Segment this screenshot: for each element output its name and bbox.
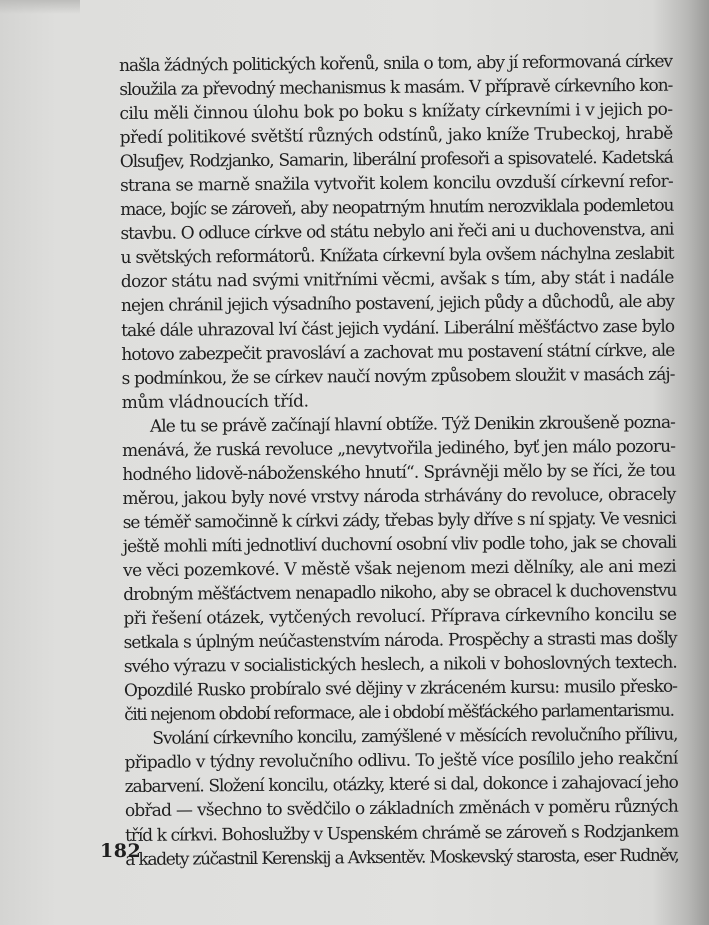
text-line: menává, že ruská revoluce „nevytvořila jediného, byť jen málo pozoru- [122, 436, 676, 461]
paragraph-start-line: Svolání církevního koncilu, zamýšlené v měsících revolučního přílivu, [152, 724, 678, 750]
text-line: hodného lidově-náboženského hnutí“. Správněji mělo by se říci, že tou [122, 460, 676, 485]
text-line: strana se marně snažila vytvořit kolem koncilu ovzduší církevní refor- [119, 171, 674, 197]
text-line: se téměř samočinně k církvi zády, třebas byly dříve s ní spjaty. Ve vesnici [122, 508, 676, 533]
text-line: Olsufjev, Rodzjanko, Samarin, liberální profesoři a spisovatelé. Kadetská [119, 147, 673, 173]
text-line: dozor státu nad svými vnitřními věcmi, avšak s tím, aby stát i nadále [120, 268, 674, 293]
text-line: cilu měli činnou úlohu bok po boku s knížaty církevními i v jejich po- [119, 99, 673, 125]
text-line: sloužila za převodný mechanismus k masám. V přípravě církevního kon- [119, 75, 673, 101]
text-line: a kadety zúčastnil Kerenskij a Avksentěv. Moskevský starosta, eser Rudněv, [125, 845, 679, 870]
text-line: Opozdilé Rusko probíralo své dějiny v zkráceném kursu: musilo přesko- [123, 676, 678, 702]
text-line: předí politikové světští různých odstínů, jako kníže Trubeckoj, hrabě [119, 123, 673, 149]
text-line: mace, bojíc se zároveň, aby neopatrným hnutím nerozviklala podemletou [120, 195, 674, 221]
text-line: tříd k církvi. Bohoslužby v Uspenském chrámě se zároveň s Rodzjankem [125, 821, 679, 846]
scan-shadow [0, 0, 80, 14]
text-line: zabarvení. Složení koncilu, otázky, které si dal, dokonce i zahajovací jeho [124, 773, 678, 798]
text-line: mům vládnoucích tříd. [121, 391, 309, 413]
text-line: čiti nejenom období reformace, ale i období měšťáckého parlamentarismu. [124, 700, 674, 726]
text-line: připadlo v týdny revolučního odlivu. To ještě více posílilo jeho reakční [124, 748, 678, 774]
text-line: ve věci pozemkové. V městě však nejenom mezi dělníky, ale ani mezi [122, 556, 677, 581]
text-line: setkala s úplným neúčastenstvím národa. Prospěchy a strasti mas došly [123, 628, 677, 654]
text-line: drobným měšťáctvem nenapadlo nikoho, aby se obracel k duchovenstvu [123, 580, 677, 606]
text-line: ještě mohli míti jednotliví duchovní osobní vliv podle toho, jak se chovali [122, 532, 676, 557]
body-text [119, 50, 678, 872]
text-line: svého výrazu v socialistických heslech, a nikoli v bohoslovných textech. [123, 652, 677, 678]
text-line: u světských reformátorů. Knížata církevní byla ovšem náchylna zeslabit [120, 244, 674, 269]
text-line: také dále uhrazoval lví část jejich vydání. Liberální měšťáctvo zase bylo [121, 316, 675, 341]
text-line: obřad — všechno to svědčilo o základních změnách v poměru různých [124, 797, 679, 822]
text-line: stavbu. O odluce církve od státu nebylo ani řeči ani u duchovenstva, ani [120, 219, 674, 245]
text-line: hotovo zabezpečit pravosláví a zachovat mu postavení státní církve, ale [121, 340, 675, 365]
paragraph-start-line: Ale tu se právě začínají hlavní obtíže. Týž Denikin zkroušeně pozna- [149, 412, 675, 437]
text-line: nejen chránil jejich výsadního postavení, jejich půdy a důchodů, ale aby [120, 292, 675, 317]
text-line: s podmínkou, že se církev naučí novým způsobem sloužit v masách záj- [121, 364, 675, 389]
text-line: našla žádných politických kořenů, snila o tom, aby jí reformovaná církev [119, 51, 673, 76]
text-line: měrou, jakou byly nové vrstvy národa strhávány do revoluce, obracely [122, 484, 676, 509]
text-line: při řešení otázek, vytčených revolucí. Příprava církevního koncilu se [123, 604, 677, 630]
page-number: 182 [100, 840, 142, 862]
